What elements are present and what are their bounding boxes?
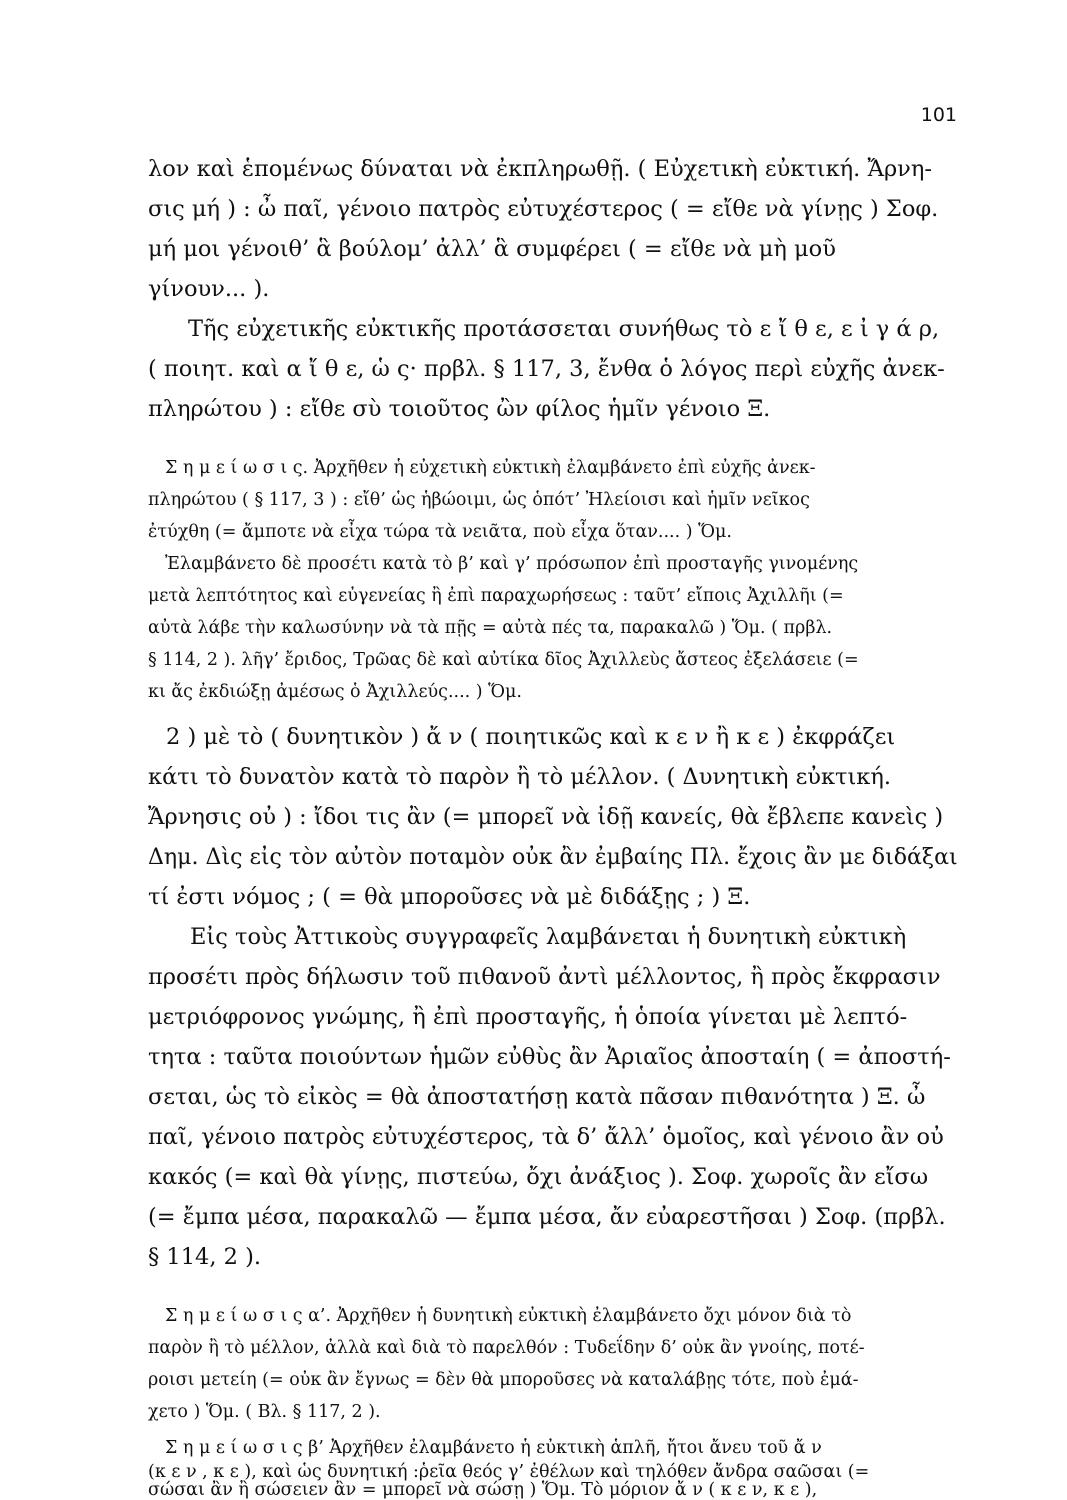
note-line: (κ ε ν , κ ε ), καὶ ὡς δυνητική :ῥεῖα θεός γ’ ἐθέλων καὶ τηλόθεν ἄνδρα σαῶσαι (=: [148, 1462, 870, 1482]
text-line: ( ποιητ. καὶ α ἴ θ ε, ὡ ς· πρβλ. § 117, 3, ἔνθα ὁ λόγος περὶ εὐχῆς ἀνεκ-: [148, 356, 945, 382]
text-line: παῖ, γένοιο πατρὸς εὐτυχέστερος, τὰ δ’ ἄλλ’ ὁμοῖος, καὶ γένοιο ἂν οὐ: [148, 1124, 944, 1150]
page-number: 101: [920, 104, 957, 126]
text-line: 2 ) μὲ τὸ ( δυνητικὸν ) ἄ ν ( ποιητικῶς καὶ κ ε ν ἢ κ ε ) ἐκφράζει: [166, 724, 896, 750]
note-line: ροισι μετείη (= οὐκ ἂν ἔγνως = δὲν θὰ μποροῦσες νὰ καταλάβῃς τότε, ποὺ ἐμά-: [148, 1370, 859, 1390]
text-line: σεται, ὡς τὸ εἰκὸς = θὰ ἀποστατήσῃ κατὰ πᾶσαν πιθανότητα ) Ξ. ὦ: [148, 1084, 926, 1110]
note-line: χετο ) Ὅμ. ( Βλ. § 117, 2 ).: [148, 1402, 381, 1422]
text-line: Τῆς εὐχετικῆς εὐκτικῆς προτάσσεται συνήθως τὸ ε ἴ θ ε, ε ἰ γ ά ρ,: [188, 316, 940, 342]
text-line: σις μή ) : ὦ παῖ, γένοιο πατρὸς εὐτυχέστερος ( = εἴθε νὰ γίνῃς ) Σοφ.: [148, 196, 939, 222]
text-line: λον καὶ ἑπομένως δύναται νὰ ἐκπληρωθῇ. ( Εὐχετικὴ εὐκτική. Ἄρνη-: [148, 156, 932, 182]
text-line: Ἄρνησις οὐ ) : ἴδοι τις ἂν (= μπορεῖ νὰ ἰδῇ κανείς, θὰ ἔβλεπε κανεὶς ): [148, 804, 944, 830]
text-line: γίνουν... ).: [148, 276, 270, 302]
note-line: ἐτύχθη (= ἄμποτε νὰ εἶχα τώρα τὰ νειᾶτα, ποὺ εἶχα ὅταν.... ) Ὅμ.: [148, 522, 732, 542]
note-line: σώσαι ἂν ἢ σώσειεν ἂν = μπορεῖ νὰ σώσῃ ) Ὅμ. Τὸ μόριον ἄ ν ( κ ε ν, κ ε ),: [148, 1480, 818, 1500]
note-line: Σ η μ ε ί ω σ ι ς α’. Ἀρχῆθεν ἡ δυνητικὴ εὐκτικὴ ἐλαμβάνετο ὄχι μόνον διὰ τὸ: [165, 1306, 852, 1326]
text-line: Δημ. Δὶς εἰς τὸν αὐτὸν ποταμὸν οὐκ ἂν ἐμβαίης Πλ. ἔχοις ἂν με διδάξαι: [148, 844, 958, 870]
text-line: πληρώτου ) : εἴθε σὺ τοιοῦτος ὢν φίλος ἡμῖν γένοιο Ξ.: [148, 396, 771, 422]
text-line: τί ἐστι νόμος ; ( = θὰ μποροῦσες νὰ μὲ διδάξῃς ; ) Ξ.: [148, 884, 751, 910]
text-line: μή μοι γένοιθ’ ἃ βούλομ’ ἀλλ’ ἃ συμφέρει ( = εἴθε νὰ μὴ μοῦ: [148, 236, 836, 262]
text-line: τητα : ταῦτα ποιούντων ἡμῶν εὐθὺς ἂν Ἀριαῖος ἀποσταίη ( = ἀποστή-: [148, 1044, 951, 1070]
note-line: Σ η μ ε ί ω σ ι ς. Ἀρχῆθεν ἡ εὐχετικὴ εὐκτικὴ ἐλαμβάνετο ἐπὶ εὐχῆς ἀνεκ-: [165, 458, 816, 478]
text-line: μετριόφρονος γνώμης, ἢ ἐπὶ προσταγῆς, ἡ ὁποία γίνεται μὲ λεπτό-: [148, 1004, 908, 1030]
text-line: κακός (= καὶ θὰ γίνῃς, πιστεύω, ὄχι ἀνάξιος ). Σοφ. χωροῖς ἂν εἴσω: [148, 1164, 929, 1190]
note-line: πληρώτου ( § 117, 3 ) : εἴθ’ ὡς ἡβώοιμι, ὡς ὁπότ’ Ἠλείοισι καὶ ἡμῖν νεῖκος: [148, 490, 810, 510]
note-line: αὐτὰ λάβε τὴν καλωσύνην νὰ τὰ πῇς = αὐτὰ πές τα, παρακαλῶ ) Ὅμ. ( πρβλ.: [148, 618, 833, 638]
note-line: μετὰ λεπτότητος καὶ εὐγενείας ἢ ἐπὶ παραχωρήσεως : ταῦτ’ εἴποις Ἀχιλλῆι (=: [148, 586, 844, 606]
text-line: § 114, 2 ).: [148, 1244, 262, 1270]
text-line: κάτι τὸ δυνατὸν κατὰ τὸ παρὸν ἢ τὸ μέλλον. ( Δυνητικὴ εὐκτική.: [148, 764, 891, 790]
text-line: Εἰς τοὺς Ἀττικοὺς συγγραφεῖς λαμβάνεται ἡ δυνητικὴ εὐκτικὴ: [190, 924, 907, 950]
text-line: προσέτι πρὸς δήλωσιν τοῦ πιθανοῦ ἀντὶ μέλλοντος, ἢ πρὸς ἔκφρασιν: [148, 964, 941, 990]
text-line: (= ἔμπα μέσα, παρακαλῶ — ἔμπα μέσα, ἄν εὐαρεστῆσαι ) Σοφ. (πρβλ.: [148, 1204, 946, 1230]
note-line: παρὸν ἢ τὸ μέλλον, ἀλλὰ καὶ διὰ τὸ παρελθόν : Τυδεΐδην δ’ οὐκ ἂν γνοίης, ποτέ-: [148, 1338, 865, 1358]
note-line: § 114, 2 ). λῆγ’ ἔριδος, Τρῶας δὲ καὶ αὐτίκα δῖος Ἀχιλλεὺς ἄστεος ἐξελάσειε (=: [148, 650, 859, 670]
note-line: Σ η μ ε ί ω σ ι ς β’ Ἀρχῆθεν ἐλαμβάνετο ἡ εὐκτικὴ ἁπλῆ, ἤτοι ἄνευ τοῦ ἄ ν: [165, 1438, 822, 1458]
note-line: κι ἄς ἐκδιώξῃ ἀμέσως ὁ Ἀχιλλεύς.... ) Ὅμ.: [148, 682, 522, 702]
note-line: Ἐλαμβάνετο δὲ προσέτι κατὰ τὸ β’ καὶ γ’ πρόσωπον ἐπὶ προσταγῆς γινομένης: [165, 554, 859, 574]
